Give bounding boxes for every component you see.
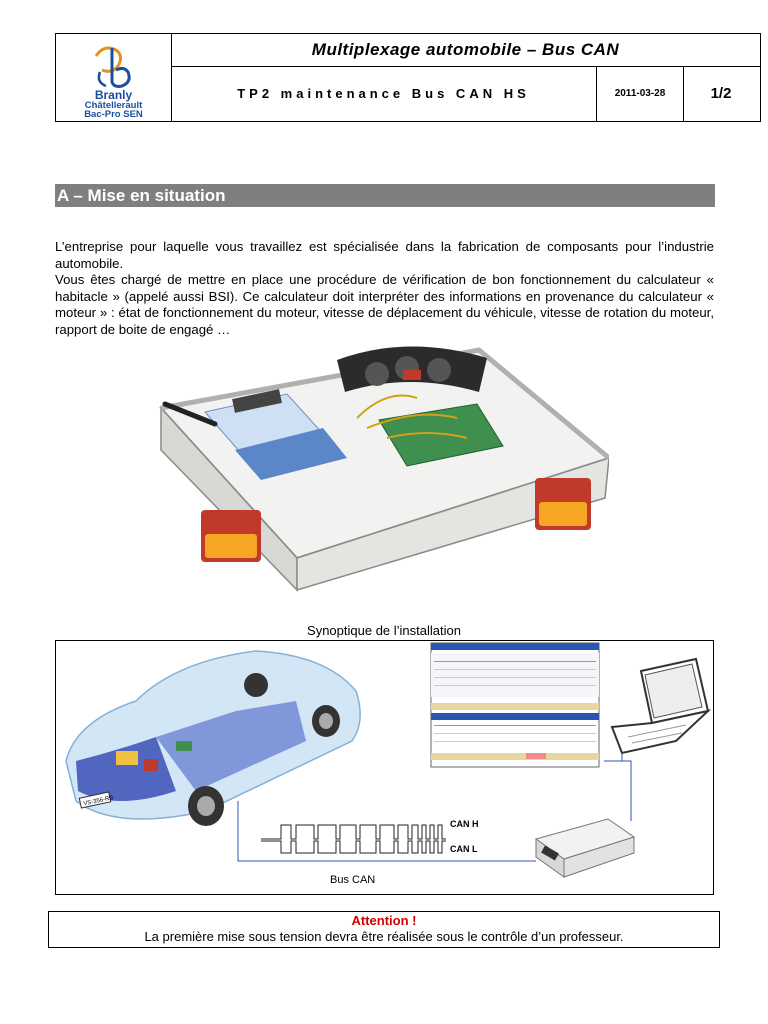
can-software-window [431,643,599,767]
school-logo [56,34,172,121]
can-signal-waveform [261,825,446,853]
attention-box [48,911,720,948]
intro-paragraph-1: L’entreprise pour laquelle vous travaillez est spécialisée dans la fabrication de composants pour l’industrie automobile. [55,239,714,271]
laptop-icon [612,659,708,753]
logo-brand: Branly [94,88,133,102]
can-interface-box-icon [536,819,634,877]
document-subtitle: TP2 maintenance Bus CAN HS [237,86,530,101]
training-bench-photo [157,338,609,594]
can-h-label: CAN H [450,819,479,829]
section-heading: A – Mise en situation [55,184,715,207]
car-plate: VS-356-RB [83,795,114,808]
logo-program: Bac-Pro SEN [84,109,143,120]
car-illustration [66,651,360,826]
page-number: 1/2 [710,85,732,102]
synoptic-drawing [56,641,713,894]
can-l-label: CAN L [450,844,478,854]
bus-can-label: Bus CAN [330,874,376,886]
synoptic-diagram [55,640,714,895]
document-date: 2011-03-28 [596,66,684,121]
document-title: Multiplexage automobile – Bus CAN [171,34,760,67]
intro-paragraph-2: Vous êtes chargé de mettre en place une procédure de vérification de bon fonctionnement du calculateur « habitacle » (appelé aussi BSI). Ce calculateur doit interpréter des informations en provenance du calculateur « moteur » : état de fonctionnement du moteur, vitesse de déplacement du véhicule, vitesse de rotation du moteur, rapport de boite de engagé … [55,272,714,337]
attention-text: La première mise sous tension devra être réalisée sous le contrôle d’un professeur. [144,929,624,944]
document-header [55,33,761,122]
attention-title: Attention ! [351,913,417,928]
intro-text [55,239,714,338]
synoptic-caption: Synoptique de l’installation [307,623,461,638]
logo-city: Châtellerault [84,100,143,111]
